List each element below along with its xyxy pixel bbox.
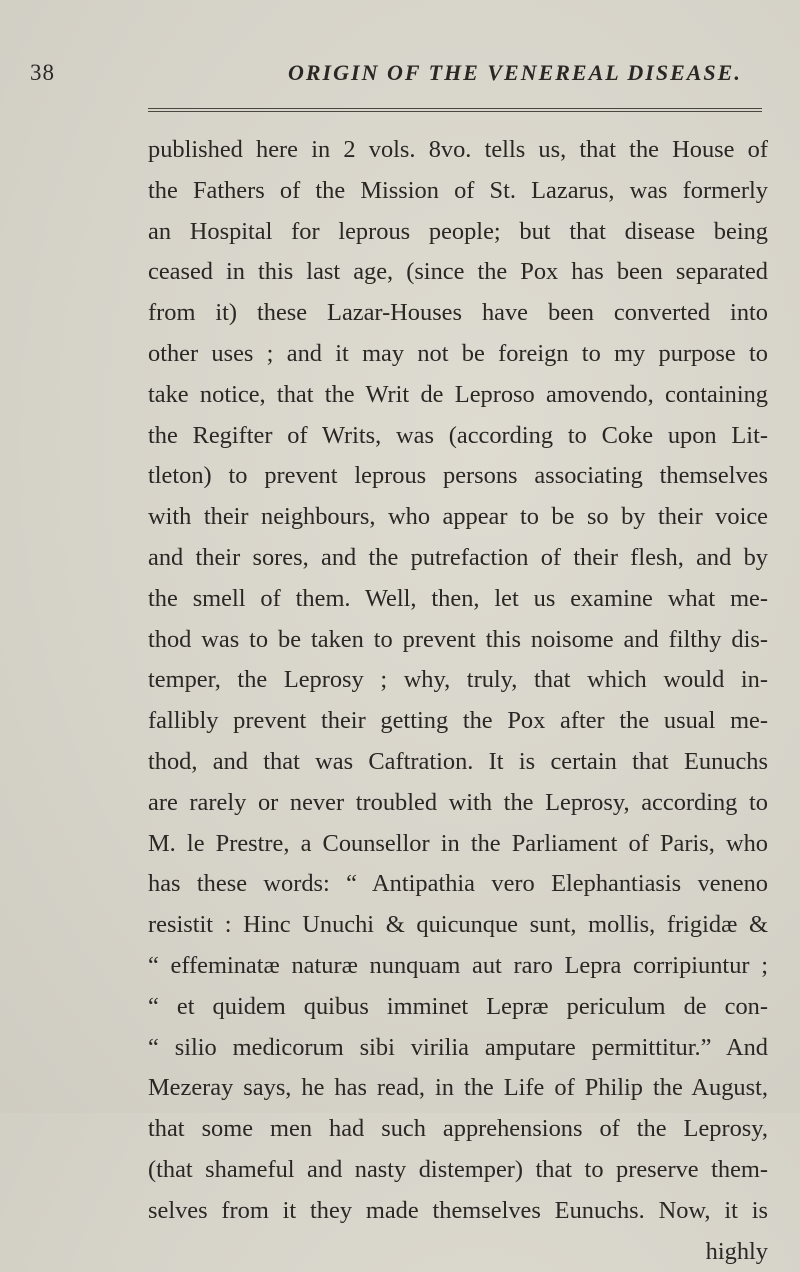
text-line: resistit : Hinc Unuchi & quicunque sunt, mollis, frigidæ & — [148, 911, 768, 939]
text-line: Mezeray says, he has read, in the Life of Philip the August, — [148, 1074, 768, 1102]
text-line: that some men had such apprehensions of the Leprosy, — [148, 1115, 768, 1143]
text-line: “ silio medicorum sibi virilia amputare permittitur.” And — [148, 1033, 768, 1061]
text-line: the Regifter of Writs, was (according to Coke upon Lit- — [148, 421, 768, 449]
text-line: has these words: “ Antipathia vero Elephantiasis veneno — [148, 870, 768, 898]
text-line: from it) these Lazar-Houses have been converted into — [148, 299, 768, 327]
text-line: and their sores, and the putrefaction of their flesh, and by — [148, 543, 768, 571]
text-line: the smell of them. Well, then, let us examine what me- — [148, 584, 768, 612]
text-line: M. le Prestre, a Counsellor in the Parliament of Paris, who — [148, 829, 768, 857]
text-line: selves from it they made themselves Eunuchs. Now, it is — [148, 1196, 768, 1224]
running-head: ORIGIN OF THE VENEREAL DISEASE. — [288, 60, 742, 85]
text-line: take notice, that the Writ de Leproso amovendo, containing — [148, 380, 768, 408]
text-line: published here in 2 vols. 8vo. tells us, that the House of — [148, 136, 768, 163]
text-line: with their neighbours, who appear to be so by their voice — [148, 503, 768, 531]
text-line: “ effeminatæ naturæ nunquam aut raro Lepra corripiuntur ; — [148, 951, 768, 979]
page-header — [30, 60, 770, 100]
text-line: (that shameful and nasty distemper) that to preserve them- — [148, 1155, 768, 1183]
text-line: “ et quidem quibus imminet Lepræ periculum de con- — [148, 992, 768, 1020]
text-line: thod, and that was Caftration. It is certain that Eunuchs — [148, 747, 768, 775]
text-line: ceased in this last age, (since the Pox has been separated — [148, 258, 768, 286]
text-line: tleton) to prevent leprous persons associating themselves — [148, 462, 768, 490]
text-line: thod was to be taken to prevent this noisome and filthy dis- — [148, 625, 768, 653]
body-text — [148, 130, 768, 1272]
text-line: fallibly prevent their getting the Pox after the usual me- — [148, 707, 768, 735]
text-line: are rarely or never troubled with the Leprosy, according to — [148, 788, 768, 816]
page-number: 38 — [30, 60, 55, 85]
text-line: the Fathers of the Mission of St. Lazarus, was formerly — [148, 176, 768, 204]
catchword: highly — [705, 1237, 768, 1265]
text-line: other uses ; and it may not be foreign to my purpose to — [148, 339, 768, 367]
text-line: temper, the Leprosy ; why, truly, that which would in- — [148, 666, 768, 694]
text-line: an Hospital for leprous people; but that disease being — [148, 217, 768, 245]
header-rule — [148, 108, 762, 112]
